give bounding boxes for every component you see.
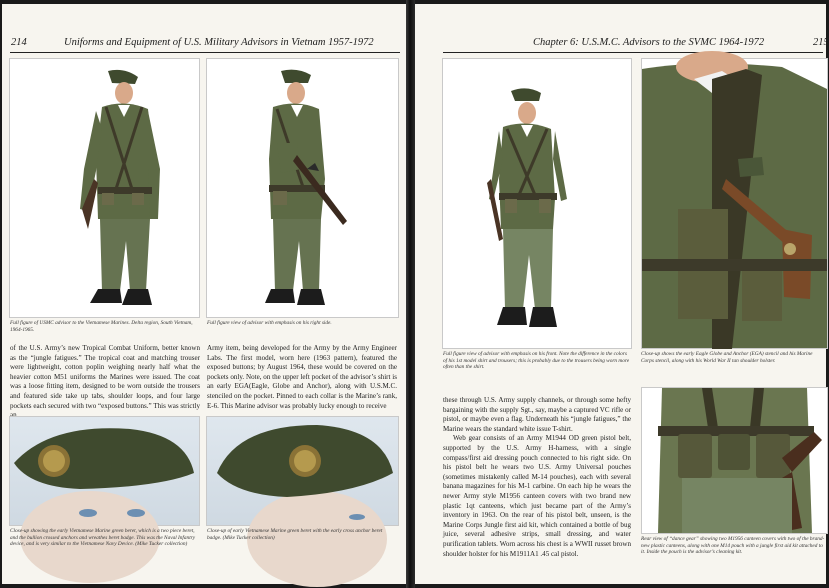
photo-caption: Close-up shows the early Eagle Globe and Anchor (EGA) stencil and his Marine Corps stencil, along with his World War II tan shoulder holster.	[641, 351, 813, 364]
body-text-column-1: of the U.S. Army’s new Tropical Combat Uniform, better known as the “jungle fatigues.” The tropical coat and matching trouser were lightweight, cotton poplin weighing nearly half what the heavier cotton M51 uniforms the Marines were issued. The coat was a loose fitting item, designed to be worn outside the trousers and featured side take up tabs, shoulder loops, and four large pockets each secured with two “exposed buttons.” This was strictly	[10, 344, 200, 410]
photo-caption: Close-up showing the early Vietnamese Marine green beret, which is a two piece beret, and the bullion crossed anchors and wreathes beret badge. This was the Naval Infantry device, and is very similar to the Vietnamese Navy Device. (Mike Tucker collection)	[10, 528, 196, 548]
left-running-head: Uniforms and Equipment of U.S. Military Advisors in Vietnam 1957-1972	[64, 37, 374, 48]
photo-advisor-front	[442, 58, 632, 349]
advisor-figure	[80, 70, 160, 305]
beret-mannequin	[14, 428, 194, 583]
body-text-column-2: Army item, being developed for the Army by the Army Engineer Labs. The first model, worn here (1963 pattern), featured the exposed buttons; by August 1964, these would be covered on the pockets only. Note, on the upper left pocket of the advisor’s shirt is an early EGA(Eagle, Globe and Anchor), along with U.S.M.C. stenciled on the pocket. Pinned to each collar is the Marine’s rank, E-6. This Marine advisor was probably lucky enough to receive	[207, 344, 397, 410]
left-book-page	[2, 4, 406, 584]
photo-advisor-right-side	[206, 58, 399, 318]
photo-chest-closeup	[641, 58, 828, 349]
book-gutter	[406, 0, 415, 588]
beret-mannequin	[217, 425, 393, 587]
right-header-rule	[443, 52, 823, 53]
photo-caption: Full figure view of advisor with emphasis on his right side.	[207, 320, 332, 326]
chest-closeup	[642, 51, 827, 349]
photo-beret-closeup	[9, 416, 200, 526]
left-page-number: 214	[11, 37, 27, 48]
photo-caption: Full figure of USMC advisor to the Vietnamese Marines. Delta region, South Vietnam, 1964-1965.	[10, 320, 193, 333]
right-page-number: 215	[813, 37, 829, 48]
photo-caption: Close-up of early Vietnamese Marine green beret with the early cross anchor beret badge. (Mike Tucker collection)	[207, 528, 383, 541]
advisor-figure	[487, 88, 567, 327]
photo-caption: Full figure view of advisor with emphasis on his front. Note the difference in the colors of his 1st model shirt and trousers; this is probably due to the trousers being worn more often than the shirt.	[443, 351, 630, 371]
body-paragraph: Web gear consists of an Army M1944 OD green pistol belt, supported by the U.S. Army H-harness, with a single compass/first aid dressing pouch connected to his right side. On his pistol belt he wears two U.S. Army Universal pouches (sometimes mistakenly called M-14 pouches), each with several banana magazines for his M-1 carbine. On each hip he wears the newer Army style M1956 canteen covers with two brand new plastic 1qt canteens, which just became part of the Army’s inventory in 1963. On the rear of his pistol belt, unseen, is the Marine Corps Jungle first aid kit, which contained a bottle of bug juice, several adhesive strips, small dressing, and water purification tablets. Worn across his chest is a WWII russet brown shoulder holster for his M1911A1 .45 cal pistol.	[443, 434, 631, 558]
body-text-column	[443, 396, 631, 559]
photo-advisor-full-figure	[9, 58, 200, 318]
photo-beret-side	[206, 416, 399, 526]
photo-rear-gear	[641, 387, 828, 534]
photo-caption: Rear view of “dance gear” showing two M1956 canteen covers with two of the brand-new plastic canteens, along with one M14 pouch with a jungle first aid kit attached to it. Inside the pouch is the advisor’s cleaning kit.	[641, 536, 825, 556]
right-running-head: Chapter 6: U.S.M.C. Advisors to the SVMC 1964-1972	[533, 37, 765, 48]
advisor-figure	[265, 70, 347, 305]
body-paragraph: these through U.S. Army supply channels, or through some hefty bargaining with the supply Sgt., say, maybe a captured VC rifle or pistol, or maybe even a flag. Underneath his “jungle fatigues,” the Marine wears the standard white issue T-shirt.	[443, 396, 631, 433]
rear-gear	[658, 388, 822, 533]
right-book-page	[415, 4, 829, 584]
left-header-rule	[10, 52, 400, 53]
